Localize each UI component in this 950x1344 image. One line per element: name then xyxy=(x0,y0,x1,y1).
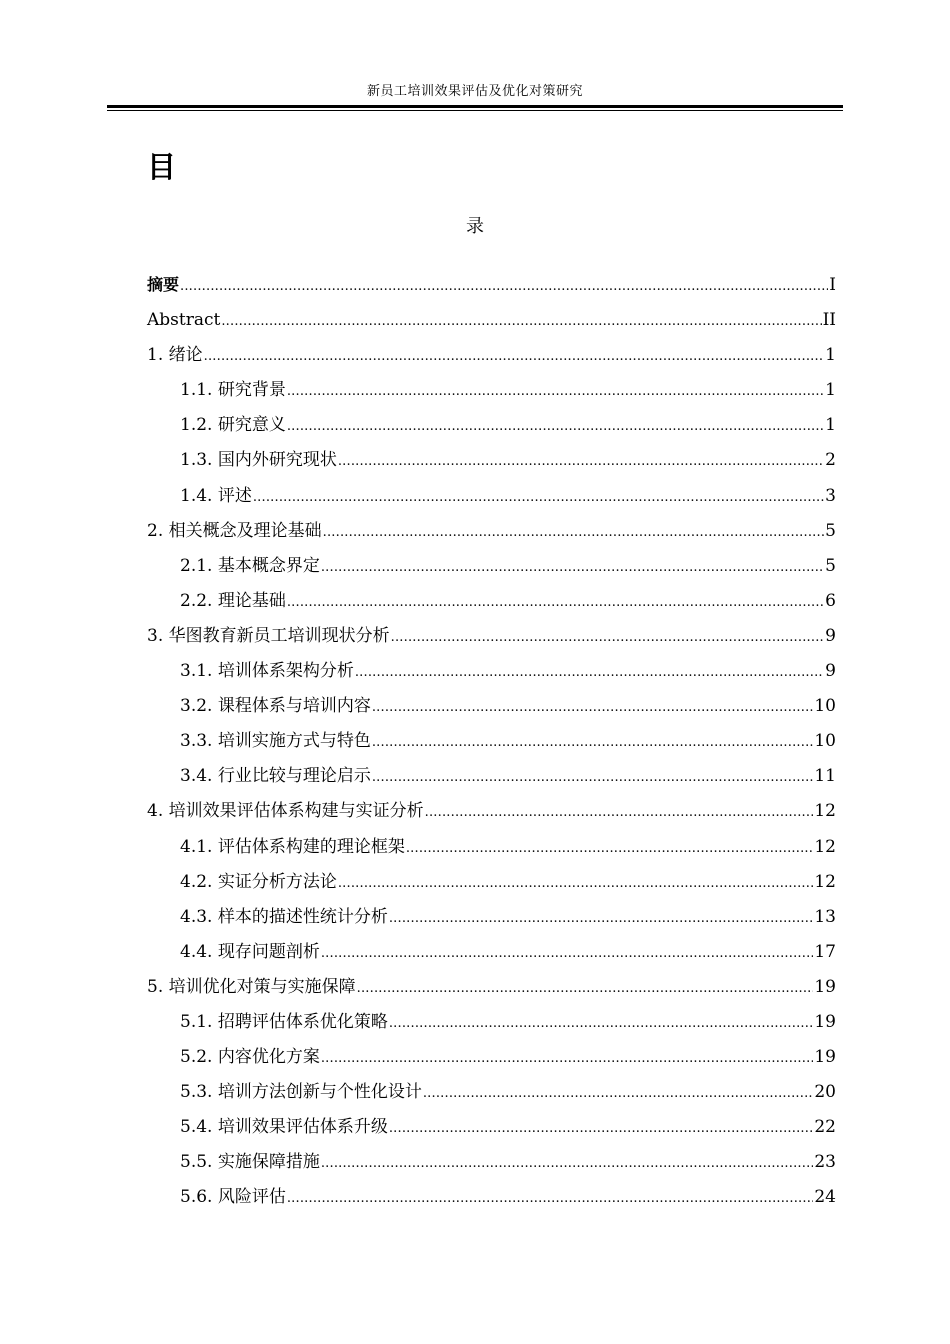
toc-entry[interactable] xyxy=(147,309,836,344)
toc-entry-title: 3.1. 培训体系架构分析 xyxy=(180,661,354,682)
toc-entry-title: 5.1. 招聘评估体系优化策略 xyxy=(180,1011,388,1032)
toc-entry-page-number: 5 xyxy=(825,555,836,576)
toc-entry-title: 2.1. 基本概念界定 xyxy=(180,555,320,576)
toc-entry[interactable] xyxy=(147,1081,836,1116)
toc-entry[interactable] xyxy=(147,344,836,379)
toc-entry-page-number: 12 xyxy=(814,801,836,822)
toc-dot-leader xyxy=(338,873,814,895)
toc-entry-page-number: 9 xyxy=(825,661,836,682)
toc-dot-leader xyxy=(389,908,814,930)
toc-entry-title: 5.4. 培训效果评估体系升级 xyxy=(180,1117,388,1138)
toc-dot-leader xyxy=(221,311,821,333)
toc-dot-leader xyxy=(204,346,825,368)
toc-entry[interactable] xyxy=(147,941,836,976)
running-header-title: 新员工培训效果评估及优化对策研究 xyxy=(366,84,583,99)
toc-dot-leader xyxy=(287,416,824,438)
toc-entry[interactable] xyxy=(147,1011,836,1046)
toc-entry[interactable] xyxy=(147,520,836,555)
toc-entry-title: 1.4. 评述 xyxy=(180,485,252,506)
toc-entry[interactable] xyxy=(147,274,836,309)
toc-entry-title: 1. 绪论 xyxy=(147,345,203,366)
toc-entry[interactable] xyxy=(147,414,836,449)
toc-entry-title: 1.2. 研究意义 xyxy=(180,415,286,436)
toc-entry-page-number: 19 xyxy=(814,1011,836,1032)
toc-entry-page-number: 20 xyxy=(814,1082,836,1103)
toc-entry[interactable] xyxy=(147,836,836,871)
toc-entry-page-number: 23 xyxy=(814,1152,836,1173)
toc-entry[interactable] xyxy=(147,695,836,730)
toc-dot-leader xyxy=(321,943,814,965)
toc-entry-page-number: 1 xyxy=(825,415,836,436)
toc-entry[interactable] xyxy=(147,1046,836,1081)
toc-dot-leader xyxy=(391,627,825,649)
toc-entry[interactable] xyxy=(147,765,836,800)
header-rule-thin xyxy=(107,110,843,111)
toc-entry-title: 2.2. 理论基础 xyxy=(180,590,286,611)
toc-entry-title: 5.5. 实施保障措施 xyxy=(180,1152,320,1173)
toc-entry-page-number: I xyxy=(829,275,836,295)
toc-entry-page-number: 1 xyxy=(825,345,836,366)
toc-dot-leader xyxy=(180,276,828,298)
toc-entry-title: 4.2. 实证分析方法论 xyxy=(180,871,337,892)
toc-entry-page-number: 11 xyxy=(814,766,836,787)
toc-entry-title: 3. 华图教育新员工培训现状分析 xyxy=(147,625,390,646)
toc-entry-page-number: 17 xyxy=(814,941,836,962)
toc-entry-title: 4.1. 评估体系构建的理论框架 xyxy=(180,836,405,857)
toc-entry-title: 1.3. 国内外研究现状 xyxy=(180,450,337,471)
toc-dot-leader xyxy=(321,557,824,579)
toc-entry-page-number: 6 xyxy=(825,590,836,611)
toc-entry-title: 4. 培训效果评估体系构建与实证分析 xyxy=(147,801,424,822)
toc-entry-title: Abstract xyxy=(147,310,221,331)
toc-entry-title: 5.2. 内容优化方案 xyxy=(180,1047,320,1068)
toc-entry-page-number: 2 xyxy=(825,450,836,471)
toc-entry[interactable] xyxy=(147,485,836,520)
toc-entry[interactable] xyxy=(147,800,836,835)
toc-dot-leader xyxy=(357,978,814,1000)
toc-entry-title: 2. 相关概念及理论基础 xyxy=(147,520,322,541)
toc-entry-title: 3.3. 培训实施方式与特色 xyxy=(180,731,371,752)
toc-entry-title: 摘要 xyxy=(147,275,180,294)
table-of-contents xyxy=(147,274,836,1222)
toc-entry-page-number: 12 xyxy=(814,836,836,857)
toc-entry-page-number: 22 xyxy=(814,1117,836,1138)
toc-entry[interactable] xyxy=(147,1151,836,1186)
toc-entry-page-number: 10 xyxy=(814,696,836,717)
toc-dot-leader xyxy=(355,662,824,684)
toc-entry-page-number: 19 xyxy=(814,1047,836,1068)
toc-entry-page-number: 1 xyxy=(825,380,836,401)
toc-dot-leader xyxy=(287,592,824,614)
toc-entry[interactable] xyxy=(147,906,836,941)
toc-entry[interactable] xyxy=(147,1186,836,1221)
toc-entry-page-number: 9 xyxy=(825,625,836,646)
toc-dot-leader xyxy=(425,802,814,824)
toc-entry[interactable] xyxy=(147,1116,836,1151)
toc-entry[interactable] xyxy=(147,590,836,625)
toc-entry-title: 4.3. 样本的描述性统计分析 xyxy=(180,906,388,927)
toc-dot-leader xyxy=(389,1013,814,1035)
toc-entry[interactable] xyxy=(147,379,836,414)
toc-entry-title: 3.4. 行业比较与理论启示 xyxy=(180,766,371,787)
toc-dot-leader xyxy=(287,381,824,403)
toc-entry[interactable] xyxy=(147,625,836,660)
toc-entry[interactable] xyxy=(147,660,836,695)
toc-dot-leader xyxy=(321,1153,814,1175)
toc-entry-title: 5. 培训优化对策与实施保障 xyxy=(147,976,356,997)
toc-entry[interactable] xyxy=(147,976,836,1011)
toc-entry-title: 4.4. 现存问题剖析 xyxy=(180,941,320,962)
toc-entry-title: 5.3. 培训方法创新与个性化设计 xyxy=(180,1082,422,1103)
toc-dot-leader xyxy=(372,697,814,719)
toc-dot-leader xyxy=(406,838,814,860)
toc-entry-title: 1.1. 研究背景 xyxy=(180,380,286,401)
toc-entry-page-number: 13 xyxy=(814,906,836,927)
toc-entry[interactable] xyxy=(147,555,836,590)
toc-entry-page-number: II xyxy=(822,310,836,331)
toc-dot-leader xyxy=(389,1118,814,1140)
toc-entry-page-number: 3 xyxy=(825,485,836,506)
toc-entry-page-number: 12 xyxy=(814,871,836,892)
toc-dot-leader xyxy=(321,1048,814,1070)
toc-entry[interactable] xyxy=(147,871,836,906)
toc-entry[interactable] xyxy=(147,730,836,765)
toc-entry-page-number: 24 xyxy=(814,1187,836,1208)
toc-dot-leader xyxy=(372,732,814,754)
toc-dot-leader xyxy=(423,1083,814,1105)
toc-heading-first-char: 目 xyxy=(147,150,177,184)
toc-heading-second-char: 录 xyxy=(466,216,484,237)
toc-dot-leader xyxy=(372,767,814,789)
toc-entry-title: 5.6. 风险评估 xyxy=(180,1187,286,1208)
toc-entry-page-number: 5 xyxy=(825,520,836,541)
toc-entry-page-number: 19 xyxy=(814,976,836,997)
toc-entry-title: 3.2. 课程体系与培训内容 xyxy=(180,696,371,717)
toc-entry-page-number: 10 xyxy=(814,731,836,752)
toc-dot-leader xyxy=(287,1188,814,1210)
toc-dot-leader xyxy=(338,451,824,473)
toc-dot-leader xyxy=(323,522,825,544)
toc-dot-leader xyxy=(253,487,824,509)
header-rule-thick xyxy=(107,105,843,108)
toc-entry[interactable] xyxy=(147,449,836,484)
